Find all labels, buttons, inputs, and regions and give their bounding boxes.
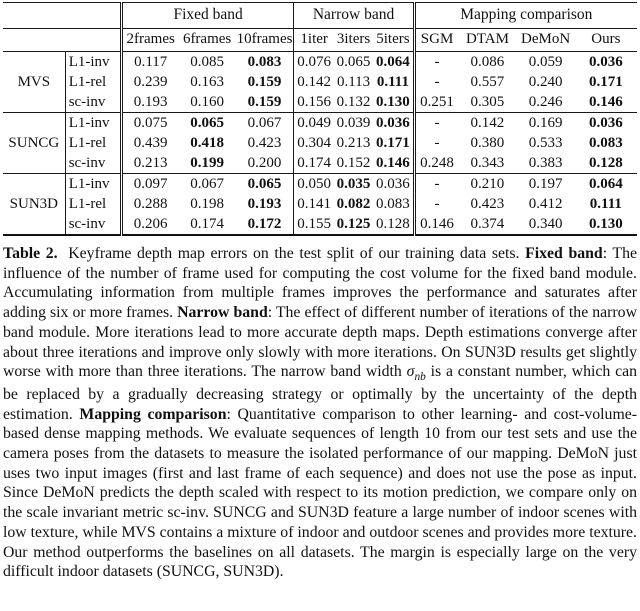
data-cell: 0.064 bbox=[588, 175, 623, 192]
data-cell: 0.146 bbox=[420, 215, 454, 232]
metric-label: sc-inv bbox=[65, 153, 121, 174]
data-cell: 0.197 bbox=[528, 175, 563, 192]
dataset-label: SUNCG bbox=[3, 113, 65, 174]
data-cell: 0.174 bbox=[297, 154, 332, 171]
header-spacer bbox=[3, 3, 121, 29]
dataset-label: MVS bbox=[3, 52, 65, 113]
data-cell: 0.171 bbox=[588, 73, 623, 90]
data-cell: 0.423 bbox=[470, 195, 505, 212]
data-cell: 0.213 bbox=[336, 134, 371, 151]
data-cell: 0.198 bbox=[190, 195, 224, 212]
data-cell: 0.159 bbox=[236, 72, 294, 92]
data-cell: 0.304 bbox=[297, 134, 332, 151]
caption-segment: σ bbox=[406, 363, 415, 381]
column-header: 5iters bbox=[373, 29, 414, 52]
data-cell: 0.305 bbox=[470, 93, 505, 110]
table-row bbox=[3, 214, 637, 235]
data-cell: 0.083 bbox=[373, 194, 414, 214]
caption-segment: : Quantitative comparison to other learning- and cost-volume-based dense mapping methods. We evaluate sequences of length 10 from our test sets and use the camera poses from the datasets to measure the isolated performance of our mapping. DeMoN just uses two input images (first and last frame of each sequence) and does not use the pose as input. Since DeMoN predicts the depth scaled with respect to its motion prediction, we compare only on the scale invariant metric sc-inv. SUNCG and SUN3D feature a large number of indoor scenes with low texture, while MVS contains a mixture of indoor and outdoor scenes and provides more texture. Our method outperforms the baselines on all datasets. The margin is especially large on the very difficult indoor datasets (SUNCG, SUN3D). bbox=[3, 405, 637, 581]
data-cell: 0.423 bbox=[236, 133, 294, 153]
data-cell: 0.248 bbox=[420, 154, 454, 171]
data-cell: 0.251 bbox=[420, 93, 454, 110]
table-row bbox=[3, 113, 637, 134]
data-cell: 0.067 bbox=[236, 113, 294, 134]
metric-label: L1-inv bbox=[65, 52, 121, 73]
data-cell: 0.111 bbox=[373, 72, 414, 92]
column-group-header: Fixed band bbox=[121, 3, 294, 29]
data-cell: - bbox=[434, 195, 440, 212]
data-cell: 0.239 bbox=[133, 73, 168, 90]
data-cell: 0.240 bbox=[528, 73, 563, 90]
dataset-group bbox=[3, 52, 637, 113]
data-cell: 0.065 bbox=[336, 53, 371, 70]
data-cell: 0.130 bbox=[373, 92, 414, 113]
data-cell: 0.172 bbox=[236, 214, 294, 235]
data-cell: 0.206 bbox=[133, 215, 168, 232]
column-header: 3iters bbox=[334, 29, 373, 52]
data-cell: 0.128 bbox=[373, 214, 414, 235]
data-cell: 0.439 bbox=[133, 134, 168, 151]
dataset-group bbox=[3, 113, 637, 174]
data-cell: 0.343 bbox=[470, 154, 505, 171]
column-group-header: Narrow band bbox=[294, 3, 414, 29]
data-cell: 0.146 bbox=[588, 93, 623, 110]
data-cell: 0.163 bbox=[190, 73, 224, 90]
column-header: SGM bbox=[414, 29, 458, 52]
data-cell: - bbox=[434, 134, 440, 151]
data-cell: 0.036 bbox=[588, 114, 623, 131]
data-cell: 0.213 bbox=[133, 154, 168, 171]
data-cell: 0.059 bbox=[528, 53, 563, 70]
column-header: 6frames bbox=[179, 29, 236, 52]
data-cell: 0.036 bbox=[373, 174, 414, 195]
data-cell: 0.111 bbox=[589, 195, 622, 212]
data-cell: 0.128 bbox=[588, 154, 623, 171]
data-cell: 0.155 bbox=[297, 215, 332, 232]
metric-label: sc-inv bbox=[65, 92, 121, 113]
data-cell: 0.065 bbox=[190, 114, 224, 131]
metric-label: sc-inv bbox=[65, 214, 121, 235]
data-cell: 0.076 bbox=[297, 53, 332, 70]
column-header: 2frames bbox=[121, 29, 178, 52]
data-cell: 0.113 bbox=[336, 73, 371, 90]
data-cell: 0.533 bbox=[528, 134, 563, 151]
header-spacer bbox=[3, 29, 121, 52]
table-row bbox=[3, 133, 637, 153]
table-row bbox=[3, 153, 637, 174]
data-cell: 0.171 bbox=[373, 133, 414, 153]
column-header: Ours bbox=[575, 29, 637, 52]
metric-label: L1-inv bbox=[65, 174, 121, 195]
data-cell: - bbox=[434, 53, 440, 70]
table-header bbox=[3, 3, 637, 52]
column-header: 1iter bbox=[294, 29, 334, 52]
caption-segment: nb bbox=[414, 371, 426, 384]
caption-segment: : The influence of the number of frame used for computing the cost volume for the fixed band module. Accumulating information from multiple frames improves the performance and saturates after adding six or more frames. bbox=[3, 245, 637, 322]
data-cell: 0.097 bbox=[133, 175, 168, 192]
data-cell: 0.380 bbox=[470, 134, 505, 151]
table-caption bbox=[3, 244, 637, 582]
data-cell: 0.160 bbox=[190, 93, 224, 110]
data-cell: 0.340 bbox=[528, 215, 563, 232]
data-cell: 0.039 bbox=[336, 114, 371, 131]
data-cell: 0.146 bbox=[373, 153, 414, 174]
metric-label: L1-inv bbox=[65, 113, 121, 134]
column-group-header: Mapping comparison bbox=[414, 3, 637, 29]
metric-label: L1-rel bbox=[65, 72, 121, 92]
data-cell: 0.169 bbox=[528, 114, 563, 131]
data-cell: 0.082 bbox=[336, 195, 371, 212]
data-cell: 0.075 bbox=[133, 114, 168, 131]
metric-label: L1-rel bbox=[65, 133, 121, 153]
data-cell: 0.125 bbox=[336, 215, 371, 232]
data-cell: 0.246 bbox=[528, 93, 563, 110]
data-cell: 0.036 bbox=[588, 53, 623, 70]
caption-segment: Narrow band bbox=[177, 304, 268, 322]
column-header: 10frames bbox=[236, 29, 294, 52]
header-column-row bbox=[3, 29, 637, 52]
data-cell: 0.199 bbox=[190, 154, 224, 171]
data-cell: 0.210 bbox=[470, 175, 505, 192]
table-row bbox=[3, 52, 637, 73]
data-cell: 0.374 bbox=[470, 215, 505, 232]
data-cell: 0.065 bbox=[236, 174, 294, 195]
data-cell: 0.412 bbox=[528, 195, 563, 212]
data-cell: 0.085 bbox=[190, 53, 224, 70]
data-cell: 0.418 bbox=[190, 134, 224, 151]
data-cell: - bbox=[434, 175, 440, 192]
table-row bbox=[3, 174, 637, 195]
data-cell: 0.152 bbox=[336, 154, 371, 171]
data-cell: 0.132 bbox=[336, 93, 371, 110]
data-cell: - bbox=[434, 114, 440, 131]
data-cell: 0.083 bbox=[588, 134, 623, 151]
column-header: DTAM bbox=[458, 29, 516, 52]
data-cell: 0.067 bbox=[190, 175, 224, 192]
table-row bbox=[3, 72, 637, 92]
table-row bbox=[3, 194, 637, 214]
data-cell: 0.049 bbox=[297, 114, 332, 131]
data-cell: 0.288 bbox=[133, 195, 168, 212]
data-cell: 0.383 bbox=[528, 154, 563, 171]
dataset-label: SUN3D bbox=[3, 174, 65, 236]
data-cell: 0.036 bbox=[373, 113, 414, 134]
data-cell: 0.557 bbox=[470, 73, 505, 90]
column-header: DeMoN bbox=[517, 29, 575, 52]
data-cell: 0.200 bbox=[236, 153, 294, 174]
data-cell: 0.174 bbox=[190, 215, 224, 232]
caption-segment: Mapping comparison bbox=[79, 405, 227, 423]
data-cell: 0.035 bbox=[336, 175, 371, 192]
data-cell: 0.083 bbox=[236, 52, 294, 73]
data-cell: 0.142 bbox=[297, 73, 332, 90]
caption-segment: Keyframe depth map errors on the test split of our training data sets. bbox=[62, 245, 526, 262]
caption-segment: : The effect of different number of iterations of the narrow band module. More iterations lead to more accurate depth maps. Depth estimations converge after about three iterations and improve only slowly with more iterations. On SUN3D results get slightly worse with more than three iterations. The narrow band width bbox=[3, 304, 637, 381]
dataset-group bbox=[3, 174, 637, 236]
data-cell: - bbox=[434, 73, 440, 90]
data-cell: 0.193 bbox=[133, 93, 168, 110]
table-row bbox=[3, 92, 637, 113]
data-cell: 0.159 bbox=[236, 92, 294, 113]
data-cell: 0.086 bbox=[470, 53, 505, 70]
data-cell: 0.193 bbox=[236, 194, 294, 214]
caption-segment: Table 2. bbox=[3, 245, 58, 262]
data-cell: 0.142 bbox=[470, 114, 505, 131]
data-cell: 0.064 bbox=[373, 52, 414, 73]
caption-segment: Fixed band bbox=[525, 245, 603, 262]
results-table bbox=[3, 2, 637, 236]
header-group-row bbox=[3, 3, 637, 29]
data-cell: 0.156 bbox=[297, 93, 332, 110]
metric-label: L1-rel bbox=[65, 194, 121, 214]
data-cell: 0.141 bbox=[297, 195, 332, 212]
data-cell: 0.130 bbox=[588, 215, 623, 232]
data-cell: 0.117 bbox=[134, 53, 168, 70]
data-cell: 0.050 bbox=[297, 175, 332, 192]
caption-segment: is a constant number, which can be replaced by a gradually decreasing strategy or optimally by the uncertainty of the depth estimation. bbox=[3, 363, 638, 423]
